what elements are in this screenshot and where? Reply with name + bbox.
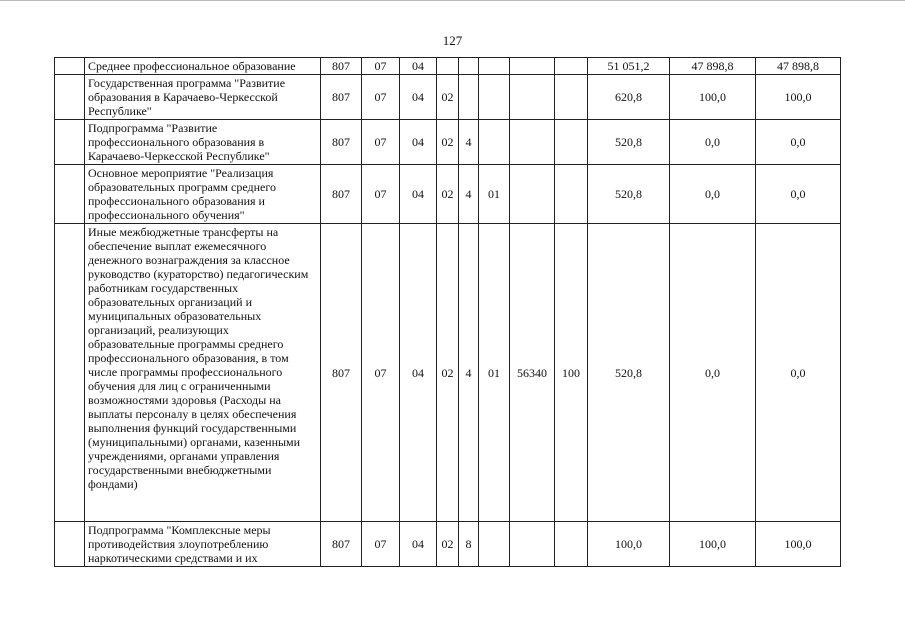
sum-year3-cell: 0,0	[756, 165, 841, 224]
vr-cell	[555, 75, 588, 120]
vr-cell: 100	[555, 224, 588, 522]
sum-year2-cell: 100,0	[670, 522, 756, 567]
sum-year3-cell: 0,0	[756, 224, 841, 522]
cs2-cell	[459, 75, 479, 120]
sum-year1-cell: 51 051,2	[588, 58, 670, 75]
row-name: Среднее профессиональное образование	[85, 58, 321, 75]
cs4-cell	[510, 165, 555, 224]
table-row	[55, 120, 841, 165]
sum-year1-cell: 520,8	[588, 224, 670, 522]
sum-year1-cell: 520,8	[588, 165, 670, 224]
page-number: 127	[442, 33, 463, 48]
cs2-cell: 4	[459, 224, 479, 522]
cs2-cell: 4	[459, 120, 479, 165]
scan-edge-line	[0, 0, 905, 1]
rz-cell: 07	[362, 120, 400, 165]
index-cell	[55, 58, 85, 75]
sum-year1-cell: 620,8	[588, 75, 670, 120]
rz-cell: 07	[362, 58, 400, 75]
rz-cell: 07	[362, 522, 400, 567]
index-cell	[55, 120, 85, 165]
pr-cell: 04	[400, 522, 437, 567]
cs4-cell	[510, 58, 555, 75]
cs1-cell: 02	[437, 120, 459, 165]
cs1-cell	[437, 58, 459, 75]
sum-year3-cell: 100,0	[756, 75, 841, 120]
vr-cell	[555, 120, 588, 165]
row-name: Государственная программа "Развитие образования в Карачаево-Черкесской Республике"	[85, 75, 321, 120]
sum-year1-cell: 100,0	[588, 522, 670, 567]
table-row	[55, 224, 841, 522]
sum-year2-cell: 0,0	[670, 120, 756, 165]
cs4-cell: 56340	[510, 224, 555, 522]
pr-cell: 04	[400, 75, 437, 120]
row-name: Подпрограмма "Комплексные меры противодействия злоупотреблению наркотическими средствами и их	[85, 522, 321, 567]
cs3-cell: 01	[479, 224, 510, 522]
cs1-cell: 02	[437, 75, 459, 120]
sum-year3-cell: 47 898,8	[756, 58, 841, 75]
vr-cell	[555, 522, 588, 567]
sum-year3-cell: 0,0	[756, 120, 841, 165]
pr-cell: 04	[400, 58, 437, 75]
sum-year2-cell: 100,0	[670, 75, 756, 120]
ved-cell: 807	[321, 120, 362, 165]
pr-cell: 04	[400, 165, 437, 224]
pr-cell: 04	[400, 224, 437, 522]
table-row	[55, 522, 841, 567]
table-row	[55, 58, 841, 75]
cs3-cell	[479, 120, 510, 165]
cs3-cell	[479, 522, 510, 567]
row-name: Иные межбюджетные трансферты на обеспечение выплат ежемесячного денежного вознаграждения за классное руководство (кураторство) педагогическим работникам государственных образовательных организаций и муниципальных образовательных организаций, реализующих образовательные программы среднего профессионального образования, в том числе программы профессионального обучения для лиц с ограниченными возможностями здоровья (Расходы на выплаты персоналу в целях обеспечения выполнения функций государственными (муниципальными) органами, казенными учреждениями, органами управления государственными внебюджетными фондами)	[85, 224, 321, 522]
cs3-cell	[479, 75, 510, 120]
cs2-cell	[459, 58, 479, 75]
cs3-cell: 01	[479, 165, 510, 224]
cs1-cell: 02	[437, 165, 459, 224]
sum-year2-cell: 0,0	[670, 224, 756, 522]
ved-cell: 807	[321, 75, 362, 120]
sum-year1-cell: 520,8	[588, 120, 670, 165]
sum-year2-cell: 0,0	[670, 165, 756, 224]
ved-cell: 807	[321, 165, 362, 224]
rz-cell: 07	[362, 75, 400, 120]
cs4-cell	[510, 120, 555, 165]
rz-cell: 07	[362, 224, 400, 522]
sum-year3-cell: 100,0	[756, 522, 841, 567]
ved-cell: 807	[321, 58, 362, 75]
table-row	[55, 165, 841, 224]
index-cell	[55, 522, 85, 567]
index-cell	[55, 165, 85, 224]
vr-cell	[555, 58, 588, 75]
budget-table-body	[55, 58, 841, 567]
rz-cell: 07	[362, 165, 400, 224]
cs4-cell	[510, 522, 555, 567]
row-name: Основное мероприятие "Реализация образовательных программ среднего профессионального образования и профессионального обучения"	[85, 165, 321, 224]
sum-year2-cell: 47 898,8	[670, 58, 756, 75]
cs2-cell: 4	[459, 165, 479, 224]
index-cell	[55, 224, 85, 522]
row-name: Подпрограмма "Развитие профессионального образования в Карачаево-Черкесской Республике"	[85, 120, 321, 165]
cs2-cell: 8	[459, 522, 479, 567]
ved-cell: 807	[321, 224, 362, 522]
vr-cell	[555, 165, 588, 224]
cs4-cell	[510, 75, 555, 120]
cs3-cell	[479, 58, 510, 75]
table-row	[55, 75, 841, 120]
cs1-cell: 02	[437, 522, 459, 567]
cs1-cell: 02	[437, 224, 459, 522]
index-cell	[55, 75, 85, 120]
pr-cell: 04	[400, 120, 437, 165]
budget-table	[54, 57, 841, 567]
ved-cell: 807	[321, 522, 362, 567]
